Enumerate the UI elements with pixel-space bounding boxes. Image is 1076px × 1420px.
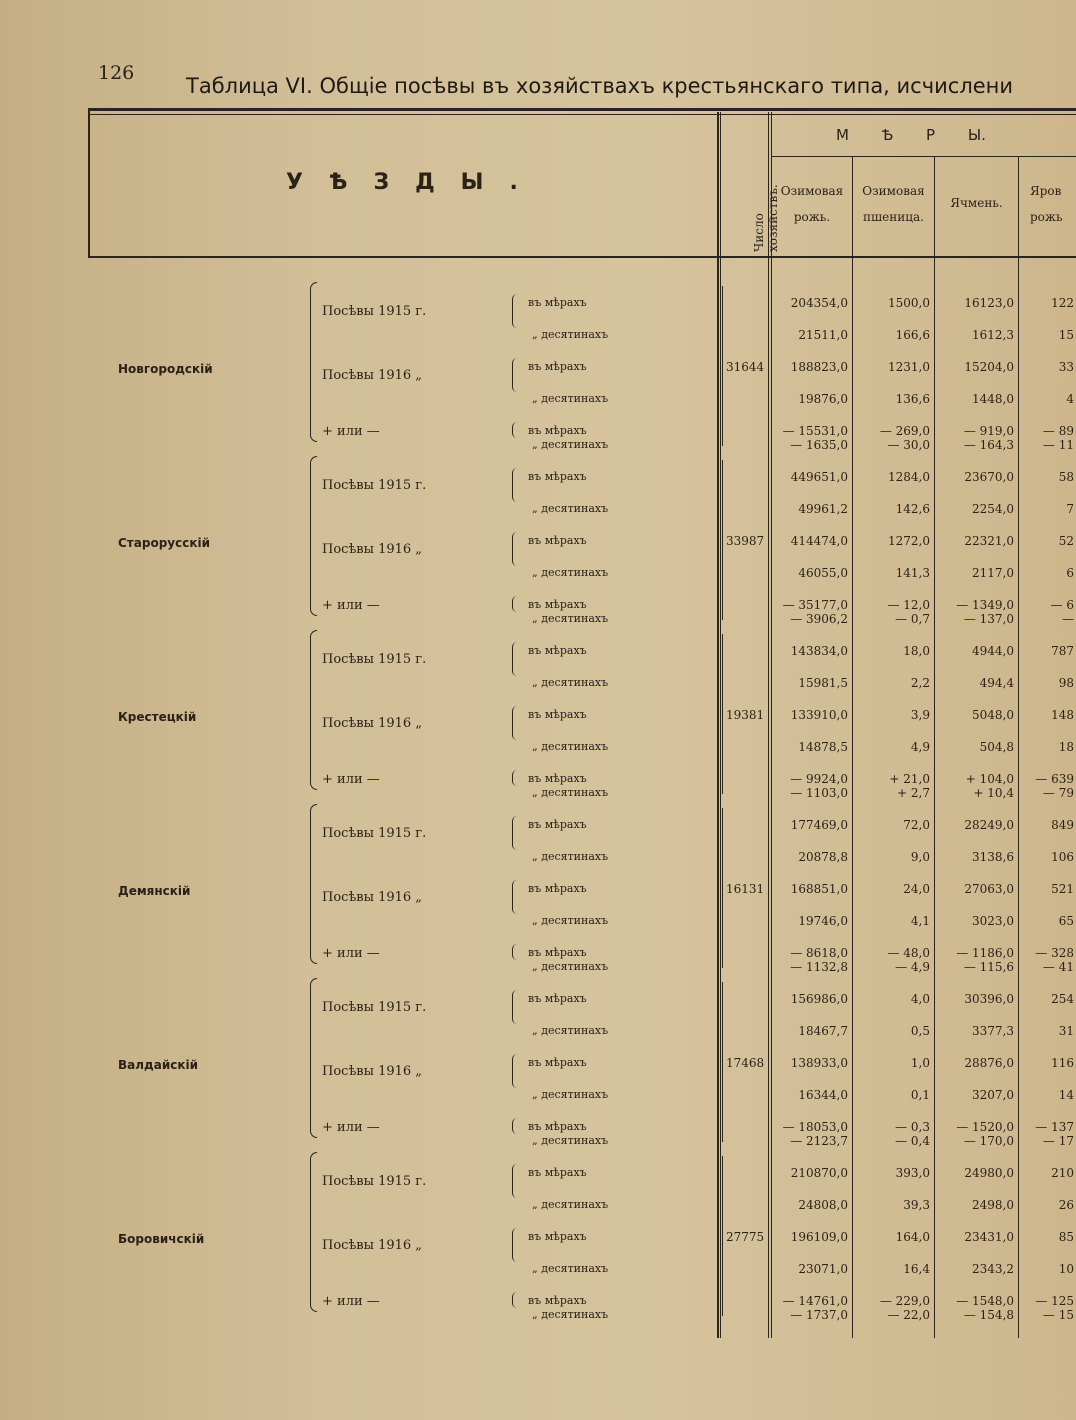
table-cell: + 2,7 xyxy=(897,786,930,800)
table-title: Таблица VI. Общіе посѣвы въ хозяйствахъ крестьянскаго типа, исчислени xyxy=(186,74,1014,98)
households-count: 16131 xyxy=(726,882,765,896)
table-cell: 254 xyxy=(1051,992,1074,1006)
table-cell: 23670,0 xyxy=(964,470,1014,484)
table-cell: 16,4 xyxy=(903,1262,930,1276)
label-sowings-1916: Посѣвы 1916 „ xyxy=(322,542,423,557)
top-rule-thin xyxy=(88,114,1076,115)
label-plus-minus: + или — xyxy=(322,424,380,439)
table-cell: 15981,5 xyxy=(798,676,848,690)
table-cell: — 137,0 xyxy=(963,612,1014,626)
table-cell: — 639 xyxy=(1035,772,1074,786)
header-bottom-rule xyxy=(88,256,1076,258)
district-name: Старорусскій xyxy=(118,536,210,550)
header-households: Число хозяйствъ. xyxy=(752,184,780,252)
table-cell: 210870,0 xyxy=(790,1166,848,1180)
measure-brace xyxy=(512,294,517,328)
label-in-desyatinas: „ десятинахъ xyxy=(532,676,609,689)
table-cell: 133910,0 xyxy=(790,708,848,722)
measure-brace xyxy=(512,816,517,850)
label-in-desyatinas: „ десятинахъ xyxy=(532,914,609,927)
table-cell: — 125 xyxy=(1035,1294,1074,1308)
measure-brace xyxy=(512,1118,517,1134)
households-count: 17468 xyxy=(726,1056,765,1070)
label-in-meras: въ мѣрахъ xyxy=(528,534,587,547)
label-in-meras: въ мѣрахъ xyxy=(528,470,587,483)
table-cell: — 170,0 xyxy=(963,1134,1014,1148)
count-brace xyxy=(722,982,726,1142)
table-cell: 18 xyxy=(1058,740,1074,754)
label-plus-minus: + или — xyxy=(322,946,380,961)
table-cell: 787 xyxy=(1051,644,1074,658)
table-cell: 24980,0 xyxy=(964,1166,1014,1180)
table-cell: — 328 xyxy=(1035,946,1074,960)
table-cell: 19746,0 xyxy=(798,914,848,928)
table-cell: — 8618,0 xyxy=(790,946,848,960)
district-brace xyxy=(310,456,317,616)
left-frame-rule xyxy=(88,108,90,258)
table-cell: 72,0 xyxy=(903,818,930,832)
table-cell: 3207,0 xyxy=(972,1088,1014,1102)
measure-brace xyxy=(512,1292,517,1308)
label-in-desyatinas: „ десятинахъ xyxy=(532,1198,609,1211)
table-cell: 449651,0 xyxy=(790,470,848,484)
table-cell: 414474,0 xyxy=(790,534,848,548)
table-cell: — 919,0 xyxy=(963,424,1014,438)
table-cell: 2498,0 xyxy=(972,1198,1014,1212)
measure-brace xyxy=(512,532,517,566)
table-cell: 23431,0 xyxy=(964,1230,1014,1244)
label-in-desyatinas: „ десятинахъ xyxy=(532,1088,609,1101)
col-header-yachmen: Ячмень. xyxy=(950,196,1003,210)
table-cell: 177469,0 xyxy=(790,818,848,832)
table-cell: — xyxy=(1062,612,1074,626)
page-number: 126 xyxy=(98,62,135,84)
table-cell: 1448,0 xyxy=(972,392,1014,406)
table-cell: 28249,0 xyxy=(964,818,1014,832)
district-brace xyxy=(310,630,317,790)
table-cell: — 14761,0 xyxy=(782,1294,848,1308)
table-cell: 1272,0 xyxy=(888,534,930,548)
table-cell: 3138,6 xyxy=(972,850,1014,864)
table-cell: 116 xyxy=(1051,1056,1074,1070)
label-in-desyatinas: „ десятинахъ xyxy=(532,740,609,753)
measure-brace xyxy=(512,596,517,612)
measure-brace xyxy=(512,642,517,676)
label-in-meras: въ мѣрахъ xyxy=(528,1120,587,1133)
table-cell: — 79 xyxy=(1042,786,1074,800)
table-cell: 164,0 xyxy=(895,1230,930,1244)
measure-brace xyxy=(512,358,517,392)
table-cell: 65 xyxy=(1058,914,1074,928)
label-in-meras: въ мѣрахъ xyxy=(528,1056,587,1069)
col-rule-5 xyxy=(1018,156,1019,1338)
table-cell: 504,8 xyxy=(979,740,1014,754)
table-cell: 3023,0 xyxy=(972,914,1014,928)
table-cell: 23071,0 xyxy=(798,1262,848,1276)
table-cell: — 269,0 xyxy=(879,424,930,438)
table-cell: — 3906,2 xyxy=(790,612,848,626)
label-plus-minus: + или — xyxy=(322,772,380,787)
table-cell: 9,0 xyxy=(910,850,930,864)
table-cell: 210 xyxy=(1051,1166,1074,1180)
table-cell: 136,6 xyxy=(895,392,930,406)
table-cell: 0,1 xyxy=(910,1088,930,1102)
label-in-desyatinas: „ десятинахъ xyxy=(532,786,609,799)
label-sowings-1915: Посѣвы 1915 г. xyxy=(322,1174,427,1189)
table-cell: 143834,0 xyxy=(790,644,848,658)
measure-brace xyxy=(512,706,517,740)
table-cell: 6 xyxy=(1066,566,1074,580)
table-cell: — 15531,0 xyxy=(782,424,848,438)
table-cell: + 104,0 xyxy=(965,772,1014,786)
table-cell: — 1103,0 xyxy=(790,786,848,800)
table-cell: 7 xyxy=(1066,502,1074,516)
count-brace xyxy=(722,286,726,446)
district-brace xyxy=(310,978,317,1138)
measure-brace xyxy=(512,770,517,786)
col-header-oz-pshenica: Озимовая пшеница. xyxy=(862,184,925,224)
table-cell: 4944,0 xyxy=(972,644,1014,658)
table-cell: 4,0 xyxy=(910,992,930,1006)
table-cell: 3377,3 xyxy=(972,1024,1014,1038)
table-cell: — 11 xyxy=(1042,438,1074,452)
label-in-desyatinas: „ десятинахъ xyxy=(532,612,609,625)
label-in-meras: въ мѣрахъ xyxy=(528,598,587,611)
table-cell: — 17 xyxy=(1042,1134,1074,1148)
label-sowings-1915: Посѣвы 1915 г. xyxy=(322,652,427,667)
table-cell: 393,0 xyxy=(895,1166,930,1180)
label-plus-minus: + или — xyxy=(322,1294,380,1309)
table-cell: — 164,3 xyxy=(963,438,1014,452)
table-cell: — 18053,0 xyxy=(782,1120,848,1134)
table-cell: — 0,4 xyxy=(895,1134,930,1148)
label-sowings-1916: Посѣвы 1916 „ xyxy=(322,1064,423,1079)
label-in-desyatinas: „ десятинахъ xyxy=(532,850,609,863)
col-rule-1b xyxy=(720,112,721,1338)
table-cell: + 21,0 xyxy=(889,772,930,786)
households-count: 31644 xyxy=(726,360,765,374)
label-sowings-1916: Посѣвы 1916 „ xyxy=(322,890,423,905)
table-cell: 1231,0 xyxy=(888,360,930,374)
table-cell: 1284,0 xyxy=(888,470,930,484)
table-cell: 141,3 xyxy=(895,566,930,580)
district-brace xyxy=(310,1152,317,1312)
table-cell: — 1548,0 xyxy=(956,1294,1014,1308)
district-name: Новгородскій xyxy=(118,362,213,376)
table-cell: 85 xyxy=(1058,1230,1074,1244)
table-cell: — 0,3 xyxy=(895,1120,930,1134)
table-cell: 46055,0 xyxy=(798,566,848,580)
table-cell: — 229,0 xyxy=(879,1294,930,1308)
table-cell: 22321,0 xyxy=(964,534,1014,548)
table-cell: 2254,0 xyxy=(972,502,1014,516)
label-sowings-1915: Посѣвы 1915 г. xyxy=(322,1000,427,1015)
table-cell: 166,6 xyxy=(895,328,930,342)
table-cell: — 1186,0 xyxy=(956,946,1014,960)
district-name: Валдайскій xyxy=(118,1058,199,1072)
table-cell: — 115,6 xyxy=(963,960,1014,974)
label-sowings-1915: Посѣвы 1915 г. xyxy=(322,478,427,493)
table-cell: 0,5 xyxy=(910,1024,930,1038)
label-sowings-1916: Посѣвы 1916 „ xyxy=(322,1238,423,1253)
measure-brace xyxy=(512,468,517,502)
table-cell: 49961,2 xyxy=(798,502,848,516)
table-cell: — 1349,0 xyxy=(956,598,1014,612)
table-cell: — 1520,0 xyxy=(956,1120,1014,1134)
table-cell: 16123,0 xyxy=(964,296,1014,310)
table-cell: 4,1 xyxy=(910,914,930,928)
label-in-meras: въ мѣрахъ xyxy=(528,424,587,437)
table-cell: 21511,0 xyxy=(798,328,848,342)
table-cell: 204354,0 xyxy=(790,296,848,310)
label-in-meras: въ мѣрахъ xyxy=(528,882,587,895)
table-cell: 18467,7 xyxy=(798,1024,848,1038)
table-cell: 2343,2 xyxy=(972,1262,1014,1276)
label-in-desyatinas: „ десятинахъ xyxy=(532,1134,609,1147)
label-in-desyatinas: „ десятинахъ xyxy=(532,960,609,973)
table-cell: — 35177,0 xyxy=(782,598,848,612)
label-in-desyatinas: „ десятинахъ xyxy=(532,392,609,405)
table-cell: 494,4 xyxy=(979,676,1014,690)
label-in-desyatinas: „ десятинахъ xyxy=(532,566,609,579)
measure-brace xyxy=(512,1228,517,1262)
header-uezdy: УѢЗДЫ. xyxy=(286,170,544,195)
table-cell: 10 xyxy=(1058,1262,1074,1276)
district-name: Крестецкій xyxy=(118,710,197,724)
table-cell: 14 xyxy=(1058,1088,1074,1102)
mery-underline xyxy=(772,156,1076,157)
table-cell: — 1132,8 xyxy=(790,960,848,974)
table-cell: 148 xyxy=(1051,708,1074,722)
table-cell: — 41 xyxy=(1042,960,1074,974)
table-cell: 31 xyxy=(1058,1024,1074,1038)
table-cell: — 1635,0 xyxy=(790,438,848,452)
label-in-meras: въ мѣрахъ xyxy=(528,1294,587,1307)
label-sowings-1916: Посѣвы 1916 „ xyxy=(322,368,423,383)
label-in-desyatinas: „ десятинахъ xyxy=(532,502,609,515)
households-count: 19381 xyxy=(726,708,765,722)
table-cell: — 12,0 xyxy=(887,598,930,612)
table-cell: — 0,7 xyxy=(895,612,930,626)
district-name: Демянскій xyxy=(118,884,191,898)
count-brace xyxy=(722,808,726,968)
table-cell: — 48,0 xyxy=(887,946,930,960)
label-sowings-1915: Посѣвы 1915 г. xyxy=(322,304,427,319)
table-cell: 14878,5 xyxy=(798,740,848,754)
label-in-desyatinas: „ десятинахъ xyxy=(532,328,609,341)
label-in-meras: въ мѣрахъ xyxy=(528,1166,587,1179)
table-cell: 2,2 xyxy=(910,676,930,690)
table-cell: 98 xyxy=(1058,676,1074,690)
measure-brace xyxy=(512,990,517,1024)
label-in-meras: въ мѣрахъ xyxy=(528,360,587,373)
table-cell: 19876,0 xyxy=(798,392,848,406)
table-cell: + 10,4 xyxy=(973,786,1014,800)
label-in-meras: въ мѣрахъ xyxy=(528,644,587,657)
measure-brace xyxy=(512,1054,517,1088)
table-cell: 156986,0 xyxy=(790,992,848,1006)
measure-brace xyxy=(512,1164,517,1198)
label-in-meras: въ мѣрахъ xyxy=(528,818,587,831)
top-rule xyxy=(88,108,1076,111)
label-in-desyatinas: „ десятинахъ xyxy=(532,1024,609,1037)
measure-brace xyxy=(512,944,517,960)
table-cell: — 22,0 xyxy=(887,1308,930,1322)
col-header-oz-rozh: Озимовая рожь. xyxy=(780,184,844,224)
count-brace xyxy=(722,634,726,794)
table-cell: 24808,0 xyxy=(798,1198,848,1212)
households-count: 27775 xyxy=(726,1230,765,1244)
col-rule-2 xyxy=(768,112,769,1338)
label-in-meras: въ мѣрахъ xyxy=(528,708,587,721)
district-brace xyxy=(310,804,317,964)
label-plus-minus: + или — xyxy=(322,1120,380,1135)
col-header-yar-rozh: Яров рожь xyxy=(1030,184,1063,224)
count-brace xyxy=(722,1156,726,1316)
table-cell: — 137 xyxy=(1035,1120,1074,1134)
district-brace xyxy=(310,282,317,442)
label-in-meras: въ мѣрахъ xyxy=(528,296,587,309)
table-cell: 188823,0 xyxy=(790,360,848,374)
table-cell: — 6 xyxy=(1050,598,1074,612)
label-in-desyatinas: „ десятинахъ xyxy=(532,1308,609,1321)
table-cell: — 30,0 xyxy=(887,438,930,452)
table-cell: 15204,0 xyxy=(964,360,1014,374)
table-cell: 168851,0 xyxy=(790,882,848,896)
table-cell: 4 xyxy=(1066,392,1074,406)
label-in-meras: въ мѣрахъ xyxy=(528,946,587,959)
table-cell: 18,0 xyxy=(903,644,930,658)
table-cell: 849 xyxy=(1051,818,1074,832)
col-rule-3 xyxy=(852,156,853,1338)
table-cell: 33 xyxy=(1058,360,1074,374)
table-cell: 52 xyxy=(1058,534,1074,548)
table-cell: — 154,8 xyxy=(963,1308,1014,1322)
label-plus-minus: + или — xyxy=(322,598,380,613)
table-cell: 16344,0 xyxy=(798,1088,848,1102)
table-cell: 5048,0 xyxy=(972,708,1014,722)
label-sowings-1916: Посѣвы 1916 „ xyxy=(322,716,423,731)
table-cell: 142,6 xyxy=(895,502,930,516)
table-cell: 28876,0 xyxy=(964,1056,1014,1070)
count-brace xyxy=(722,460,726,620)
table-cell: 106 xyxy=(1051,850,1074,864)
table-cell: 4,9 xyxy=(910,740,930,754)
table-cell: 26 xyxy=(1058,1198,1074,1212)
table-cell: 1500,0 xyxy=(888,296,930,310)
col-rule-1 xyxy=(717,112,719,1338)
label-in-meras: въ мѣрахъ xyxy=(528,772,587,785)
table-cell: — 15 xyxy=(1042,1308,1074,1322)
table-cell: 196109,0 xyxy=(790,1230,848,1244)
measure-brace xyxy=(512,422,517,438)
table-cell: — 89 xyxy=(1042,424,1074,438)
table-cell: — 1737,0 xyxy=(790,1308,848,1322)
district-name: Боровичскій xyxy=(118,1232,205,1246)
table-cell: 3,9 xyxy=(910,708,930,722)
table-cell: — 4,9 xyxy=(895,960,930,974)
table-cell: 122 xyxy=(1051,296,1074,310)
label-sowings-1915: Посѣвы 1915 г. xyxy=(322,826,427,841)
table-cell: 20878,8 xyxy=(798,850,848,864)
table-cell: 138933,0 xyxy=(790,1056,848,1070)
header-mery: М Ѣ Р Ы. xyxy=(836,126,986,144)
label-in-meras: въ мѣрахъ xyxy=(528,1230,587,1243)
table-cell: 39,3 xyxy=(903,1198,930,1212)
table-cell: 15 xyxy=(1058,328,1074,342)
table-cell: 2117,0 xyxy=(972,566,1014,580)
table-cell: — 9924,0 xyxy=(790,772,848,786)
measure-brace xyxy=(512,880,517,914)
label-in-meras: въ мѣрахъ xyxy=(528,992,587,1005)
table-cell: 58 xyxy=(1058,470,1074,484)
table-cell: 27063,0 xyxy=(964,882,1014,896)
table-cell: 1,0 xyxy=(910,1056,930,1070)
col-rule-4 xyxy=(934,156,935,1338)
label-in-desyatinas: „ десятинахъ xyxy=(532,1262,609,1275)
households-count: 33987 xyxy=(726,534,765,548)
table-cell: 30396,0 xyxy=(964,992,1014,1006)
table-cell: — 2123,7 xyxy=(790,1134,848,1148)
table-cell: 24,0 xyxy=(903,882,930,896)
table-cell: 1612,3 xyxy=(972,328,1014,342)
table-cell: 521 xyxy=(1051,882,1074,896)
label-in-desyatinas: „ десятинахъ xyxy=(532,438,609,451)
